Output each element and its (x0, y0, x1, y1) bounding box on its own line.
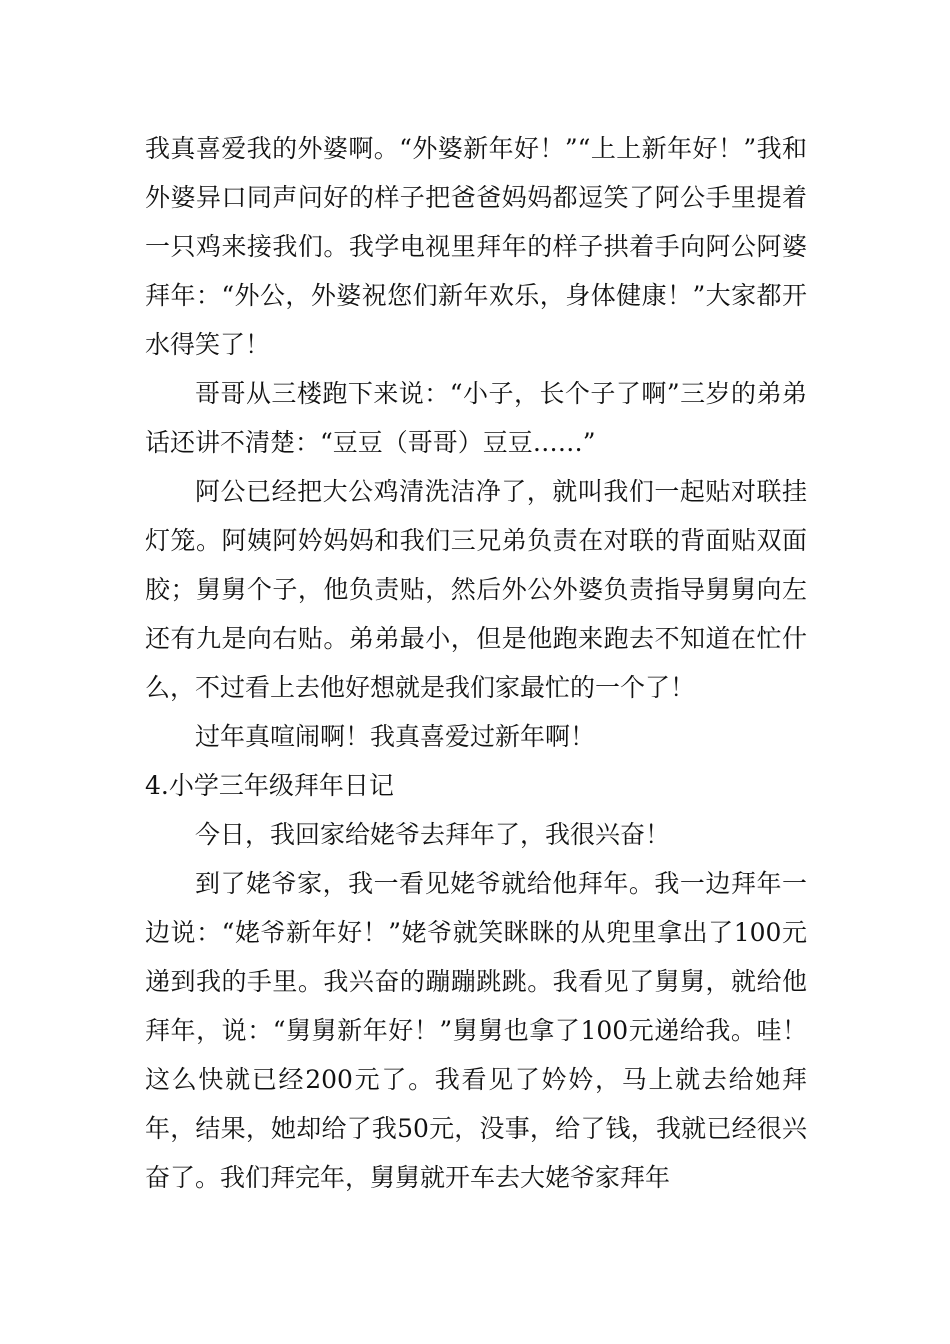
paragraph-closing: 过年真喧闹啊！我真喜爱过新年啊！ (195, 722, 596, 751)
paragraph-brother: 哥哥从三楼跑下来说：“小子，长个子了啊”三岁的弟弟话还讲不清楚：“豆豆（哥哥）豆豆……” (145, 379, 807, 457)
paragraph-couplets: 阿公已经把大公鸡清洗洁净了，就叫我们一起贴对联挂灯笼。阿姨阿妗妈妈和我们三兄弟负责在对联的背面贴双面胶；舅舅个子，他负责贴，然后外公外婆负责指导舅舅向左还有九是向右贴。弟弟最小，但是他跑来跑去不知道在忙什么，不过看上去他好想就是我们家最忙的一个了！ (145, 477, 807, 702)
paragraph-continuation: 我真喜爱我的外婆啊。“外婆新年好！”“上上新年好！”我和外婆异口同声问好的样子把爸爸妈妈都逗笑了阿公手里提着一只鸡来接我们。我学电视里拜年的样子拱着手向阿公阿婆拜年：“外公，外婆祝您们新年欢乐，身体健康！”大家都开水得笑了！ (145, 134, 807, 359)
document-body (145, 124, 807, 1202)
paragraph-visit: 到了姥爷家，我一看见姥爷就给他拜年。我一边拜年一边说：“姥爷新年好！”姥爷就笑眯眯的从兜里拿出了100元递到我的手里。我兴奋的蹦蹦跳跳。我看见了舅舅，就给他拜年，说：“舅舅新年好！”舅舅也拿了100元递给我。哇！这么快就已经200元了。我看见了妗妗，马上就去给她拜年，结果，她却给了我50元，没事，给了钱，我就已经很兴奋了。我们拜完年，舅舅就开车去大姥爷家拜年 (145, 869, 807, 1192)
section-heading: 4.小学三年级拜年日记 (145, 771, 394, 800)
paragraph-intro: 今日，我回家给姥爷去拜年了，我很兴奋！ (195, 820, 671, 849)
